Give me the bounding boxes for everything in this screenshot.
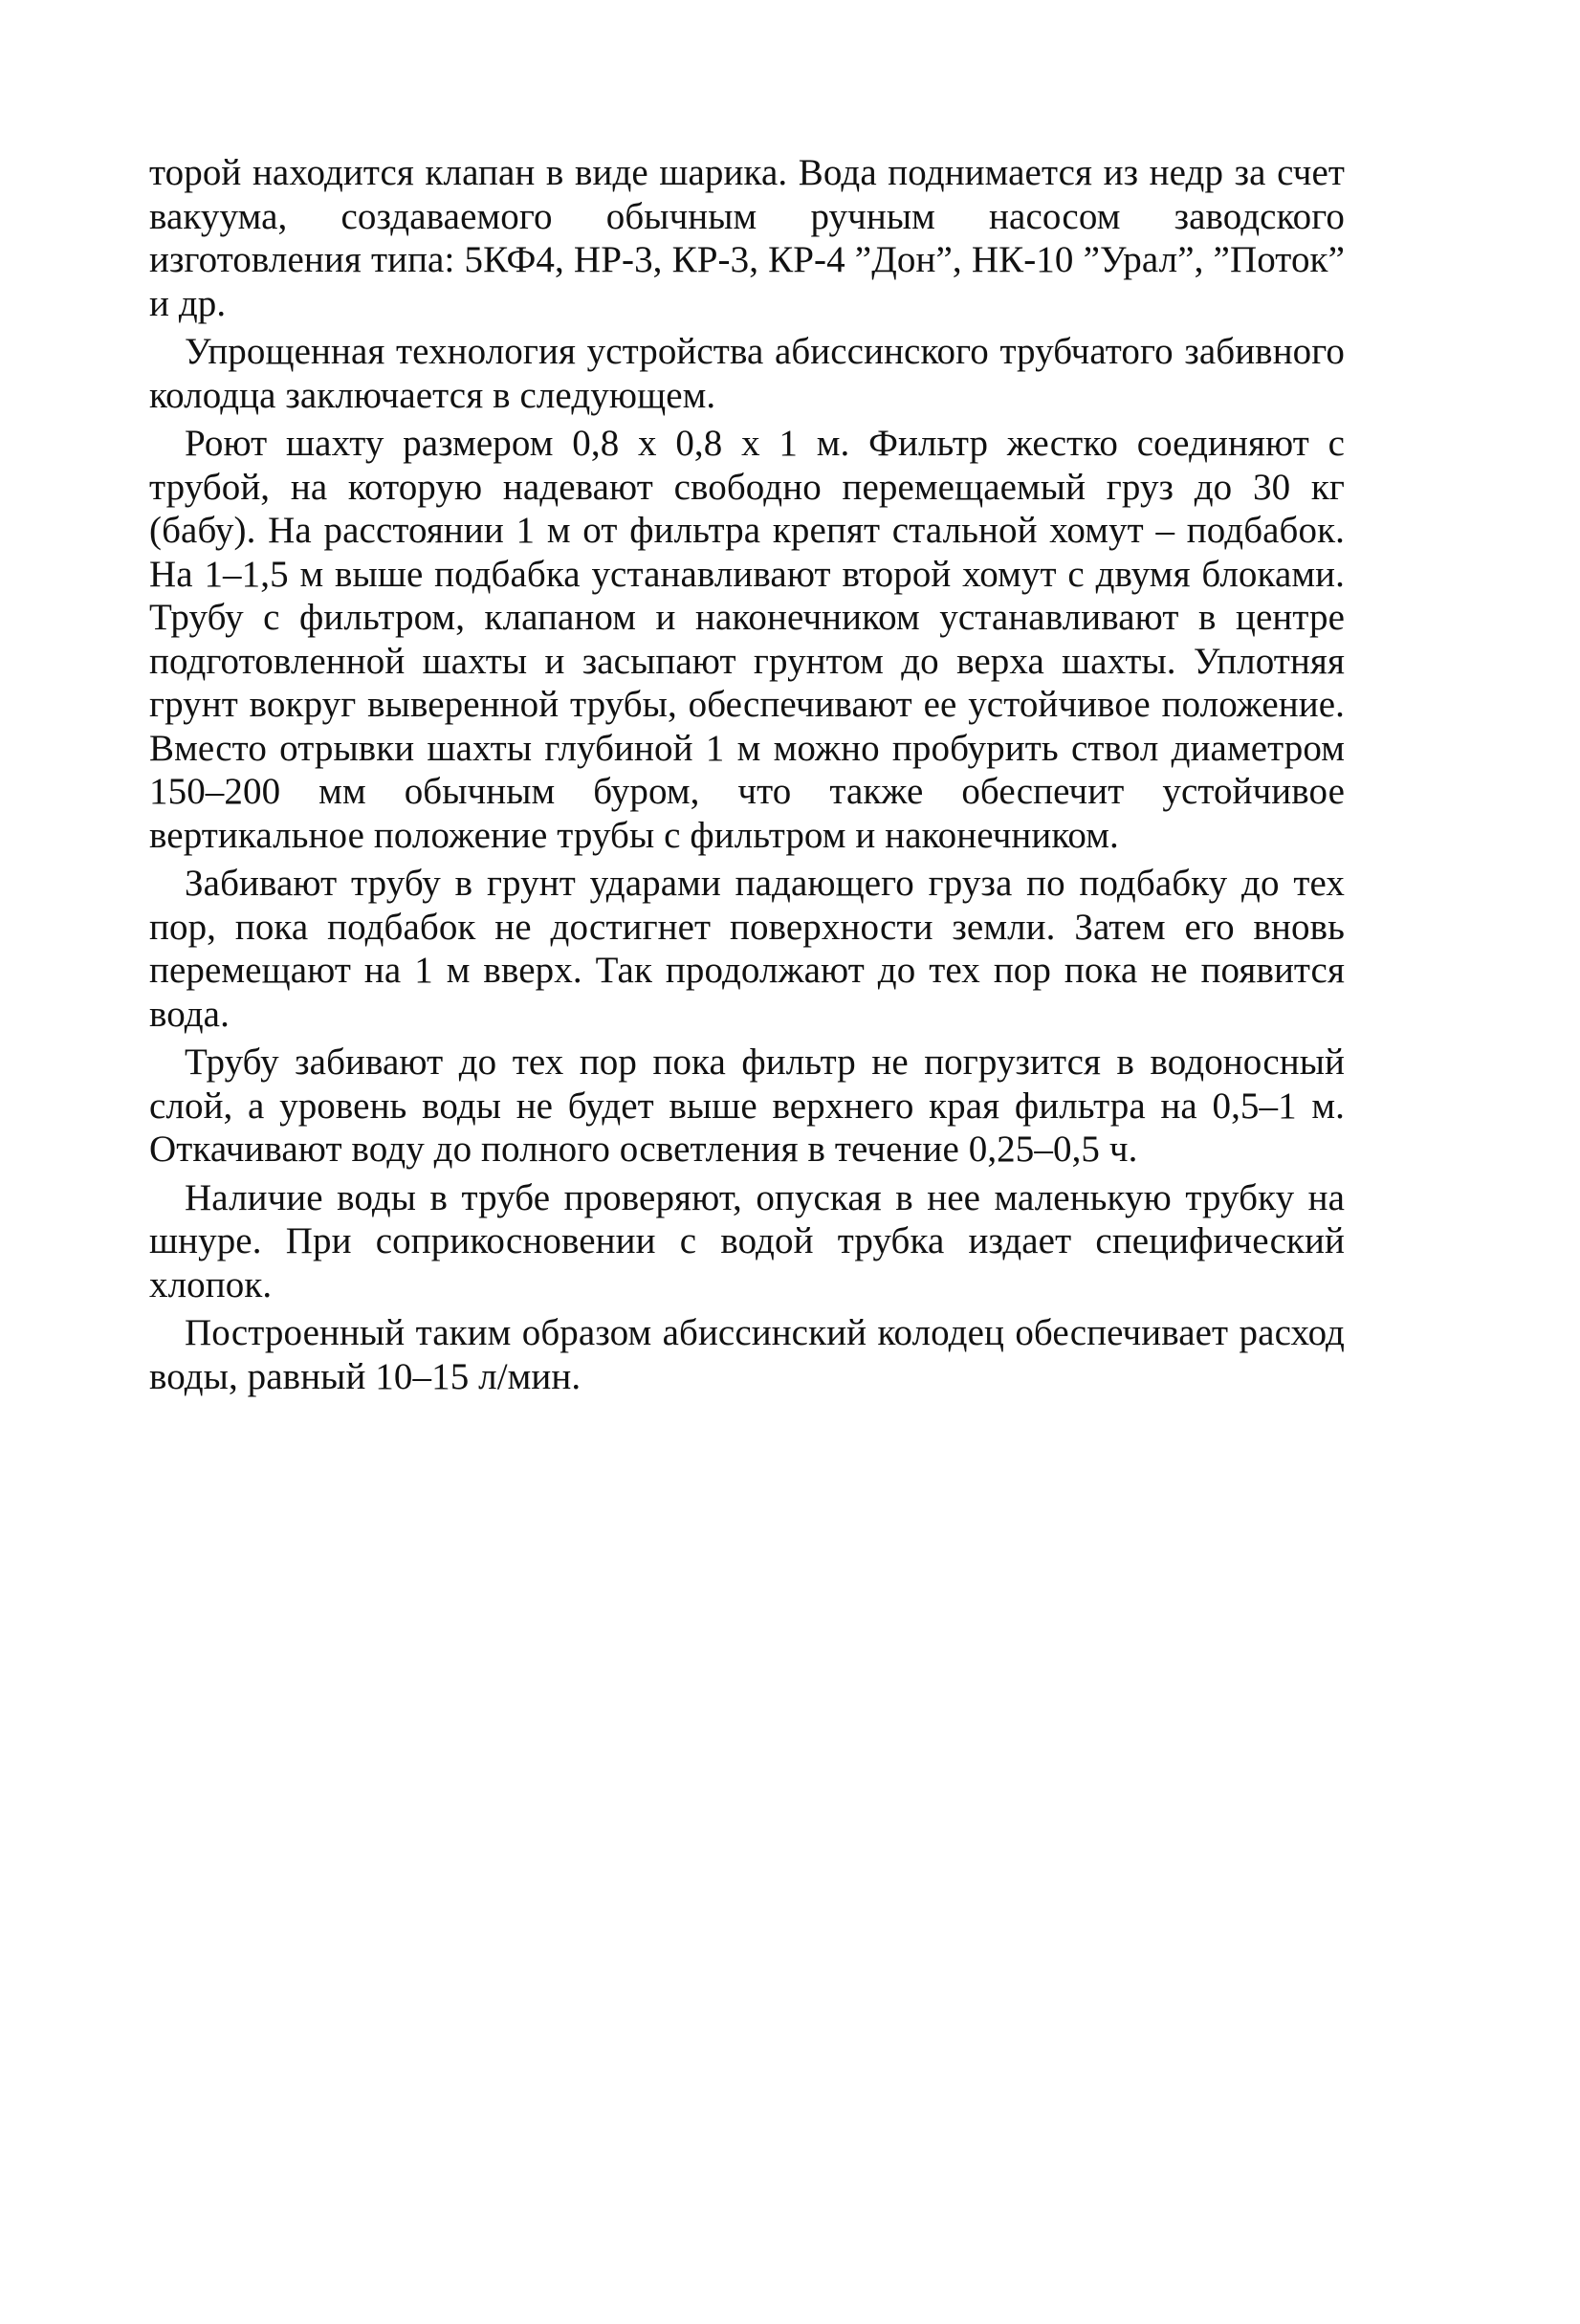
paragraph-aquifer-depth: Трубу забивают до тех пор пока фильтр не погрузится в водоносный слой, а уровень воды не будет выше верхнего края фильтра на 0,5–1 м. Откачивают воду до полного осветления в течение 0,25–0,5 ч. bbox=[149, 1041, 1345, 1170]
body-text bbox=[149, 151, 1345, 1403]
paragraph-well-yield: Построенный таким образом абиссинский колодец обеспечивает расход воды, равный 10–15 л/мин. bbox=[149, 1312, 1345, 1397]
paragraph-shaft-preparation: Роют шахту размером 0,8 x 0,8 x 1 м. Фильтр жестко соединяют с трубой, на которую надевают свободно перемещаемый груз до 30 кг (бабу). На расстоянии 1 м от фильтра крепят стальной хомут – подбабок. На 1–1,5 м выше подбабка устанавливают второй хомут с двумя блоками. Трубу с фильтром, клапаном и наконечником устанавливают в центре подготовленной шахты и засыпают грунтом до верха шахты. Уплотняя грунт вокруг выверенной трубы, обеспечивают ее устойчивое положение. Вместо отрывки шахты глубиной 1 м можно пробурить ствол диаметром 150–200 мм обычным буром, что также обеспечит устойчивое вертикальное положение трубы с фильтром и наконечником. bbox=[149, 423, 1345, 856]
paragraph-water-check: Наличие воды в трубе проверяют, опуская в нее маленькую трубку на шнуре. При соприкосновении с водой трубка издает специфический хлопок. bbox=[149, 1176, 1345, 1305]
paragraph-pipe-driving: Забивают трубу в грунт ударами падающего груза по подбабку до тех пор, пока подбабок не достигнет поверхности земли. Затем его вновь перемещают на 1 м вверх. Так продолжают до тех пор пока не появится вода. bbox=[149, 863, 1345, 1035]
paragraph-continuation: торой находится клапан в виде шарика. Вода поднимается из недр за счет вакуума, создаваемого обычным ручным насосом заводского изготовления типа: 5КФ4, НР-3, КР-3, КР-4 ”Дон”, НК-10 ”Урал”, ”Поток” и др. bbox=[149, 152, 1345, 324]
paragraph-technology-intro: Упрощенная технология устройства абиссинского трубчатого забивного колодца заключается в следующем. bbox=[149, 331, 1345, 416]
